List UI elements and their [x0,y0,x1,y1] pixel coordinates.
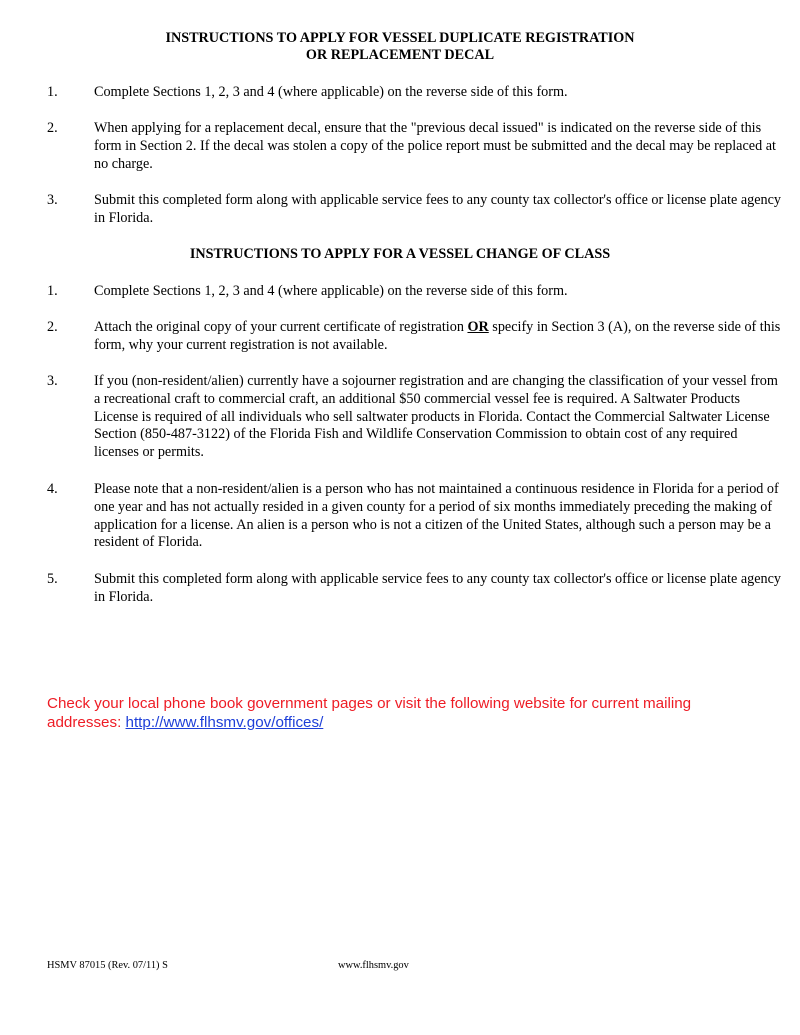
item-text-after: specify in Section 3 (A), on the reverse side of this form, why your current registration is not available. [94,319,781,353]
item-number: 3. [47,373,58,389]
or-emphasis: OR [467,319,489,335]
footer-website: www.flhsmv.gov [338,960,409,971]
heading-line-2: OR REPLACEMENT DECAL [305,47,495,63]
item-text: If you (non-resident/alien) currently have a sojourner registration and are changing the classification of your vessel from a recreational craft to commercial craft, an additional $50 commercial vessel fee is required. A Saltwater Products License is required of all individuals who sell saltwater products in Florida. Contact the Commercial Saltwater License Section (850-487-3122) of the Florida Fish and Wildlife Conservation Commission to obtain cost of any required licenses or permits. [94,373,778,461]
form-id: HSMV 87015 (Rev. 07/11) S [47,960,168,971]
item-number: 3. [47,192,58,208]
item-number: 2. [47,319,58,335]
offices-link[interactable]: http://www.flhsmv.gov/offices/ [125,713,324,731]
change-of-class-heading: INSTRUCTIONS TO APPLY FOR A VESSEL CHANGE OF CLASS [189,246,611,262]
item-text: Complete Sections 1, 2, 3 and 4 (where applicable) on the reverse side of this form. [94,283,568,299]
item-number: 5. [47,571,58,587]
item-text: Submit this completed form along with applicable service fees to any county tax collector's office or license plate agency in Florida. [94,571,782,605]
mailing-address-notice [47,695,767,732]
item-text: Complete Sections 1, 2, 3 and 4 (where applicable) on the reverse side of this form. [94,84,568,100]
item-text-before: Attach the original copy of your current certificate of registration [94,319,468,335]
heading-line-1: INSTRUCTIONS TO APPLY FOR VESSEL DUPLICATE REGISTRATION [165,30,635,46]
item-number: 1. [47,283,58,299]
item-number: 4. [47,481,58,497]
notice-text: Check your local phone book government pages or visit the following website for current mailing addresses: [47,695,692,731]
item-number: 2. [47,120,58,136]
item-text: Submit this completed form along with applicable service fees to any county tax collector's office or license plate agency in Florida. [94,192,782,226]
item-number: 1. [47,84,58,100]
item-text: When applying for a replacement decal, ensure that the "previous decal issued" is indicated on the reverse side of this form in Section 2. If the decal was stolen a copy of the police report must be submitted and the decal may be replaced at no charge. [94,120,776,172]
item-text: Please note that a non-resident/alien is a person who has not maintained a continuous residence in Florida for a period of one year and has not actually resided in a given county for a period of six months immediately preceding the making of application for a license. An alien is a person who is not a citizen of the United States, although such a person may be a resident of Florida. [94,481,779,551]
item-text [94,319,784,355]
duplicate-registration-heading [0,30,800,64]
